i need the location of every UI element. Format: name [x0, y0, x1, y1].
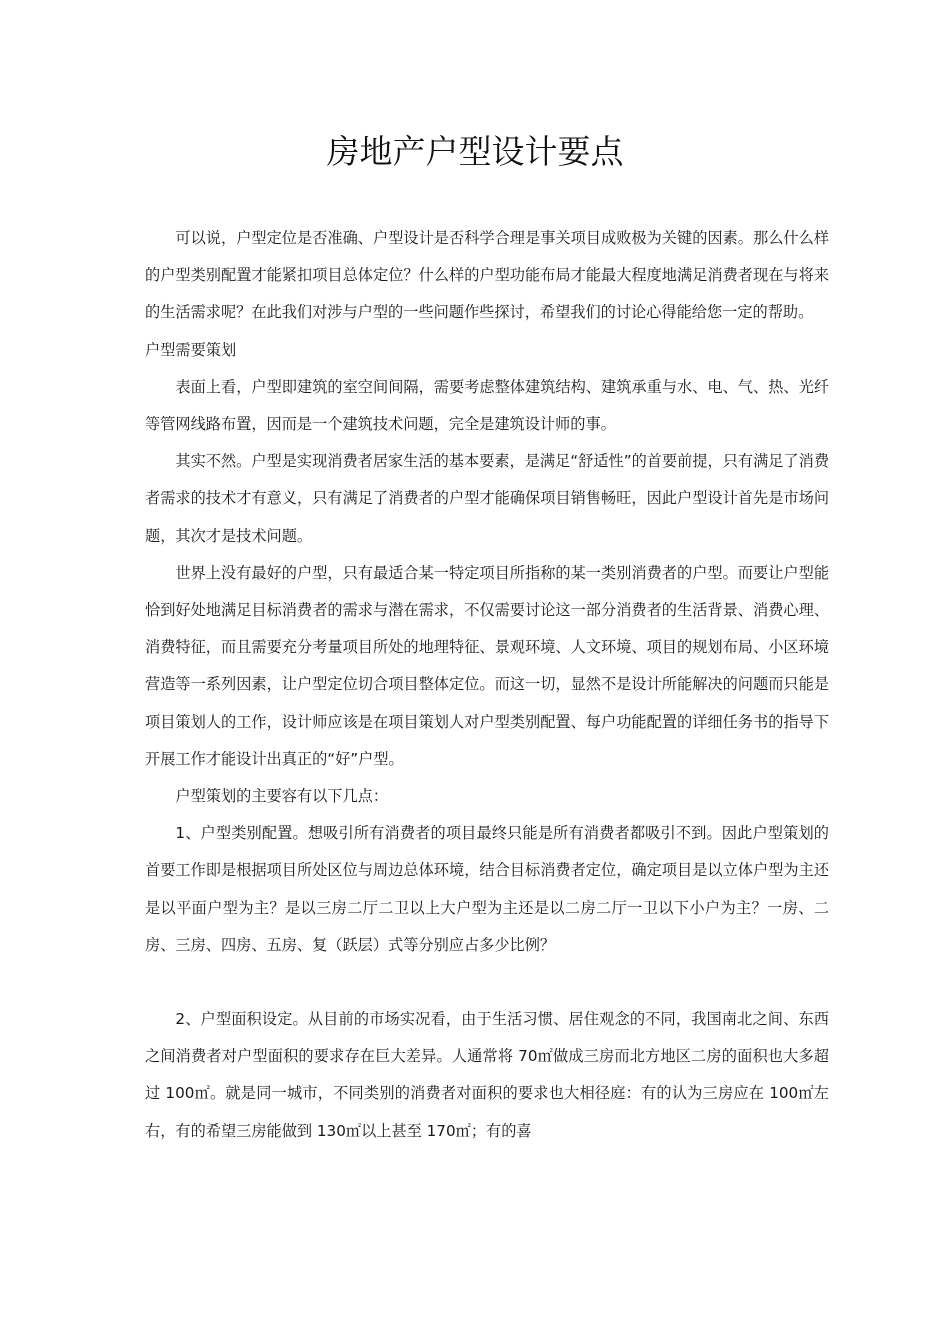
document-title: 房地产户型设计要点	[326, 132, 624, 171]
paragraph-best-fit: 世界上没有最好的户型，只有最适合某一特定项目所指称的某一类别消费者的户型。而要让户型能恰到好处地满足目标消费者的需求与潜在需求，不仅需要讨论这一部分消费者的生活背景、消费心理、消费特征，而且需要充分考量项目所处的地理特征、景观环境、人文环境、项目的规划布局、小区环境营造等一系列因素，让户型定位切合项目整体定位。而这一切，显然不是设计所能解决的问题而只能是项目策划人的工作，设计师应该是在项目策划人对户型类别配置、每户功能配置的详细任务书的指导下开展工作才能设计出真正的“好”户型。	[145, 563, 829, 768]
paragraph-intro: 可以说，户型定位是否准确、户型设计是否科学合理是事关项目成败极为关键的因素。那么什么样的户型类别配置才能紧扣项目总体定位？什么样的户型功能布局才能最大程度地满足消费者现在与将来的生活需求呢？在此我们对涉与户型的一些问题作些探讨，希望我们的讨论心得能给您一定的帮助。	[145, 229, 829, 322]
paragraph-list-intro: 户型策划的主要容有以下几点：	[175, 787, 389, 806]
paragraph-market: 其实不然。户型是实现消费者居家生活的基本要素，是满足“舒适性”的首要前提，只有满足了消费者需求的技术才有意义，只有满足了消费者的户型才能确保项目销售畅旺，因此户型设计首先是市场问题，其次才是技术问题。	[145, 452, 830, 545]
paragraph-point-1: 1、户型类别配置。想吸引所有消费者的项目最终只能是所有消费者都吸引不到。因此户型策划的首要工作即是根据项目所处区位与周边总体环境，结合目标消费者定位，确定项目是以立体户型为主还是以平面户型为主？是以三房二厅二卫以上大户型为主还是以二房二厅一卫以下小户为主？一房、二房、三房、四房、五房、复（跃层）式等分别应占多少比例？	[145, 824, 829, 954]
section-heading: 户型需要策划	[145, 340, 237, 359]
document-body	[145, 220, 829, 1150]
paragraph-surface: 表面上看，户型即建筑的室空间间隔，需要考虑整体建筑结构、建筑承重与水、电、气、热、光纤等管网线路布置，因而是一个建筑技术问题，完全是建筑设计师的事。	[145, 377, 829, 434]
paragraph-spacer	[145, 964, 829, 1001]
paragraph-point-2: 2、户型面积设定。从目前的市场实况看，由于生活习惯、居住观念的不同，我国南北之间、东西之间消费者对户型面积的要求存在巨大差异。人通常将 70㎡做成三房而北方地区二房的面积也大多超过 100㎡。就是同一城市，不同类别的消费者对面积的要求也大相径庭：有的认为三房应在 100㎡左右，有的希望三房能做到 130㎡以上甚至 170㎡；有的喜	[145, 1010, 829, 1140]
